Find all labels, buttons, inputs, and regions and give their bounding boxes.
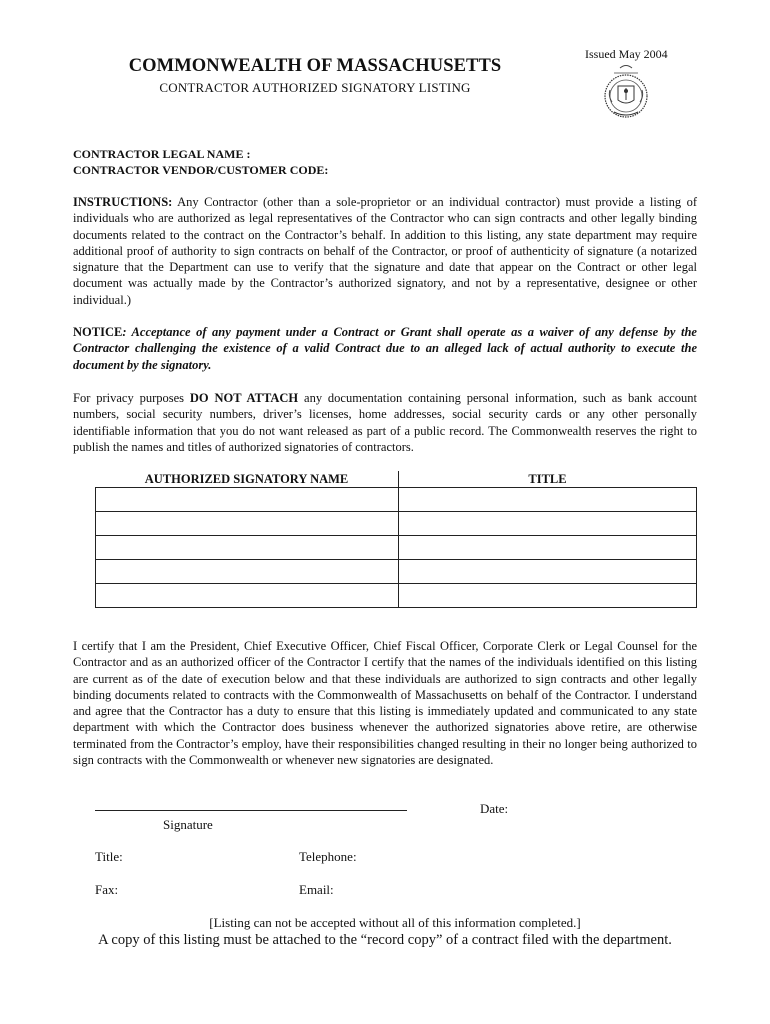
instructions-text: Any Contractor (other than a sole-proprietor or an individual contractor) must provide a listing of individuals who are authorized as legal representatives of the Contractor who can sign contracts and other legally binding documents related to the contract on the Contractor’s behalf. In addition to this listing, any state department may require additional proof of authority to sign contracts on behalf of the Contractor, or proof of authenticity of signature (a notarized signature that the Department can use to verify that the signature and date that appear on the Contract or other legal document was actually made by the Contractor’s authorized signatory, and not by a representative, designee or other individual.) [73, 195, 697, 307]
privacy-paragraph [73, 390, 697, 455]
privacy-text-before: For privacy purposes [73, 391, 190, 405]
document-subtitle: CONTRACTOR AUTHORIZED SIGNATORY LISTING [159, 80, 471, 95]
record-copy-note: A copy of this listing must be attached to the “record copy” of a contract filed with the department. [98, 932, 672, 948]
signatory-name-cell[interactable] [96, 536, 399, 560]
notice-paragraph [73, 324, 697, 373]
vendor-customer-code-label: CONTRACTOR VENDOR/CUSTOMER CODE: [73, 163, 329, 177]
table-row [96, 488, 697, 512]
certification-paragraph: I certify that I am the President, Chief Executive Officer, Chief Fiscal Officer, Corporate Clerk or Legal Counsel for the Contractor and as an authorized officer of the Contractor I certify that the names of the individuals identified on this listing are current as of the date of execution below and that these individuals are authorized to sign contracts and other legally binding documents related to contracts with the Commonwealth of Massachusetts on behalf of the Contractor. I understand and agree that the Contractor has a duty to ensure that this listing is immediately updated and communicated to any state department with which the Contractor does business whenever the authorized signatories above retire, are otherwise terminated from the Contractor’s employ, have their responsibilities changed resulting in their no longer being authorized to sign contracts with the Commonwealth or whenever new signatories are designated. [73, 639, 697, 768]
table-row [96, 512, 697, 536]
telephone-label: Telephone: [299, 849, 357, 864]
fax-label: Fax: [95, 882, 119, 897]
signatory-title-cell[interactable] [398, 584, 697, 608]
document-title: COMMONWEALTH OF MASSACHUSETTS [128, 56, 502, 76]
signatory-name-cell[interactable] [96, 488, 399, 512]
signatory-name-cell[interactable] [96, 584, 399, 608]
notice-text: : Acceptance of any payment under a Contract or Grant shall operate as a waiver of any defense by the Contractor challenging the existence of a valid Contract due to an alleged lack of actual authority to execute the document by the signatory. [73, 325, 697, 372]
contractor-legal-name-label: CONTRACTOR LEGAL NAME : [73, 147, 251, 161]
title-label: Title: [95, 849, 123, 864]
column-header-title: TITLE [528, 472, 567, 486]
privacy-emphasis: DO NOT ATTACH [189, 391, 299, 405]
commonwealth-seal-icon [600, 62, 652, 124]
signatory-name-cell[interactable] [96, 560, 399, 584]
email-label: Email: [299, 882, 334, 897]
table-row [96, 536, 697, 560]
signatory-title-cell[interactable] [398, 560, 697, 584]
signatory-title-cell[interactable] [398, 536, 697, 560]
signatory-table [95, 471, 697, 608]
issued-date: Issued May 2004 [585, 47, 668, 61]
signatory-title-cell[interactable] [398, 488, 697, 512]
signature-line[interactable] [95, 810, 407, 811]
instructions-lead: INSTRUCTIONS: [73, 195, 173, 209]
instructions-paragraph [73, 194, 697, 308]
table-row [96, 584, 697, 608]
completion-note: [Listing can not be accepted without all of this information completed.] [209, 915, 581, 930]
signature-label: Signature [163, 817, 213, 832]
table-row [96, 560, 697, 584]
privacy-text-after: any documentation containing personal information, such as bank account numbers, social security numbers, driver’s licenses, home addresses, social security cards or any other personally identifiable information that you do not want released as part of a public record. The Commonwealth reserves the right to publish the names and titles of authorized signatories of contractors. [73, 391, 697, 454]
signatory-name-cell[interactable] [96, 512, 399, 536]
notice-lead: NOTICE [73, 325, 123, 339]
column-header-name: AUTHORIZED SIGNATORY NAME [96, 471, 399, 488]
date-label: Date: [480, 801, 509, 816]
signatory-title-cell[interactable] [398, 512, 697, 536]
